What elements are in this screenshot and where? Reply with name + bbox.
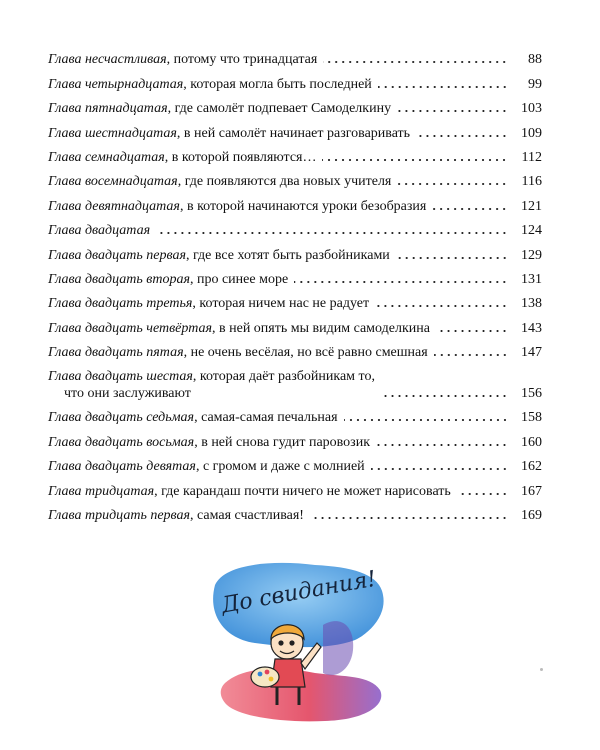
page-number: 160	[521, 434, 542, 450]
page-number: 116	[521, 174, 542, 190]
right-eye	[290, 641, 294, 645]
dot-leader	[375, 304, 508, 308]
toc-entry-title	[48, 507, 304, 524]
chapter-subtitle: , не очень весёлая, но всё равно смешная	[183, 345, 428, 361]
dot-leader	[396, 256, 508, 260]
dot-leader	[416, 134, 508, 138]
chapter-name: Глава тридцать первая	[48, 508, 191, 524]
dot-leader	[434, 353, 508, 357]
dot-leader	[344, 418, 508, 422]
page-number: 121	[521, 198, 542, 214]
chapter-name: Глава пятнадцатая	[48, 101, 168, 117]
toc-entry-title	[48, 344, 428, 361]
toc-entry-title	[48, 198, 426, 215]
dot-leader	[310, 516, 508, 520]
toc-entry	[48, 361, 542, 402]
page-number: 103	[521, 101, 542, 117]
toc-entry	[48, 264, 542, 288]
paper-speck	[540, 668, 543, 671]
chapter-subtitle: , самая счастливая!	[190, 508, 304, 524]
table-of-contents	[48, 44, 542, 524]
toc-entry	[48, 288, 542, 312]
toc-entry-title	[48, 247, 390, 264]
chapter-subtitle: , в которой появляются…	[164, 149, 317, 165]
chapter-subtitle: , в ней опять мы видим самоделкина	[212, 320, 430, 336]
chapter-subtitle: , где карандаш почти ничего не может нарисовать	[154, 483, 451, 499]
page-number: 129	[521, 247, 542, 263]
toc-entry	[48, 215, 542, 239]
toc-entry	[48, 68, 542, 92]
toc-entry	[48, 117, 542, 141]
toc-entry-title	[48, 173, 391, 190]
page-number: 109	[521, 125, 542, 141]
chapter-name: Глава двадцать вторая	[48, 271, 190, 287]
chapter-subtitle: , потому что тринадцатая	[166, 52, 318, 68]
goodbye-illustration	[205, 555, 395, 725]
toc-entry-title	[48, 76, 372, 93]
page-number: 158	[521, 410, 542, 426]
chapter-name: Глава четырнадцатая	[48, 76, 184, 92]
chapter-name: Глава двадцать первая	[48, 247, 186, 263]
toc-entry	[48, 239, 542, 263]
chapter-subtitle: , где самолёт подпевает Самоделкину	[167, 101, 392, 117]
dot-leader	[322, 158, 508, 162]
page-number: 138	[521, 296, 542, 312]
toc-entry-title	[48, 434, 370, 451]
chapter-subtitle-continued: что они заслуживают	[64, 386, 191, 402]
chapter-name: Глава несчастливая	[48, 52, 167, 68]
chapter-subtitle: , которая даёт разбойникам то,	[192, 369, 375, 385]
left-eye	[279, 641, 283, 645]
toc-entry	[48, 426, 542, 450]
chapter-subtitle: , про синее море	[189, 271, 289, 287]
dot-leader	[397, 109, 508, 113]
toc-entry	[48, 337, 542, 361]
chapter-name: Глава двадцать третья	[48, 296, 193, 312]
page-number: 169	[521, 508, 542, 524]
dot-leader	[371, 467, 508, 471]
toc-entry-title	[48, 125, 410, 142]
toc-entry-title	[48, 320, 430, 337]
chapter-name: Глава семнадцатая	[48, 149, 165, 165]
chapter-subtitle: , с громом и даже с молнией	[195, 459, 365, 475]
page-number: 112	[521, 149, 542, 165]
toc-entry-title	[48, 222, 150, 239]
page-number: 162	[521, 459, 542, 475]
toc-entry	[48, 312, 542, 336]
chapter-subtitle: , где появляются два новых учителя	[177, 174, 392, 190]
chapter-subtitle: , в ней снова гудит паровозик	[194, 434, 370, 450]
toc-entry-title	[48, 368, 375, 402]
chapter-name: Глава двадцать седьмая	[48, 410, 195, 426]
toc-entry-title	[48, 51, 317, 68]
toc-entry-title	[48, 149, 316, 166]
toc-entry	[48, 142, 542, 166]
chapter-name: Глава тридцатая	[48, 483, 155, 499]
violet-smudge	[323, 621, 353, 675]
dot-leader	[381, 394, 508, 398]
toc-entry-title	[48, 458, 365, 475]
toc-entry-title	[48, 295, 369, 312]
chapter-subtitle: , в ней самолёт начинает разговаривать	[176, 125, 411, 141]
goodbye-caption: До свидания!	[219, 566, 379, 619]
toc-entry-title	[48, 409, 338, 426]
page-number: 131	[521, 271, 542, 287]
toc-entry-title	[48, 100, 391, 117]
toc-entry-title	[48, 483, 451, 500]
dot-leader	[323, 60, 508, 64]
chapter-name: Глава двадцать девятая	[48, 459, 196, 475]
toc-entry	[48, 451, 542, 475]
dot-leader	[376, 443, 508, 447]
chapter-name: Глава двадцать четвёртая	[48, 320, 212, 336]
dot-leader	[397, 182, 508, 186]
palette	[251, 667, 279, 687]
chapter-name: Глава двадцать пятая	[48, 345, 184, 361]
toc-entry	[48, 93, 542, 117]
chapter-name: Глава восемнадцатая	[48, 174, 178, 190]
toc-entry-title	[48, 271, 288, 288]
page-number: 147	[521, 345, 542, 361]
toc-entry	[48, 166, 542, 190]
dot-leader	[432, 207, 508, 211]
chapter-subtitle: , которая могла быть последней	[183, 76, 372, 92]
toc-entry	[48, 475, 542, 499]
chapter-subtitle: , которая ничем нас не радует	[192, 296, 370, 312]
page-number: 88	[528, 52, 542, 68]
chapter-name: Глава двадцать шестая	[48, 369, 193, 385]
page-number: 167	[521, 483, 542, 499]
chapter-name: Глава девятнадцатая	[48, 198, 180, 214]
dot-leader	[457, 492, 508, 496]
toc-entry	[48, 402, 542, 426]
chapter-name: Глава двадцать восьмая	[48, 434, 195, 450]
dot-leader	[294, 280, 508, 284]
chapter-subtitle: , где все хотят быть разбойниками	[185, 247, 390, 263]
dot-leader	[378, 85, 508, 89]
page-number: 99	[528, 76, 542, 92]
page-number: 124	[521, 223, 542, 239]
dot-leader	[156, 231, 508, 235]
chapter-subtitle: , в которой начинаются уроки безобразия	[179, 198, 427, 214]
chapter-name: Глава двадцатая	[48, 223, 151, 239]
page-number: 143	[521, 320, 542, 336]
toc-entry	[48, 44, 542, 68]
toc-entry	[48, 500, 542, 524]
toc-entry	[48, 190, 542, 214]
dot-leader	[436, 329, 508, 333]
page-number: 156	[521, 386, 542, 402]
chapter-name: Глава шестнадцатая	[48, 125, 177, 141]
chapter-subtitle: , самая-самая печальная	[194, 410, 338, 426]
